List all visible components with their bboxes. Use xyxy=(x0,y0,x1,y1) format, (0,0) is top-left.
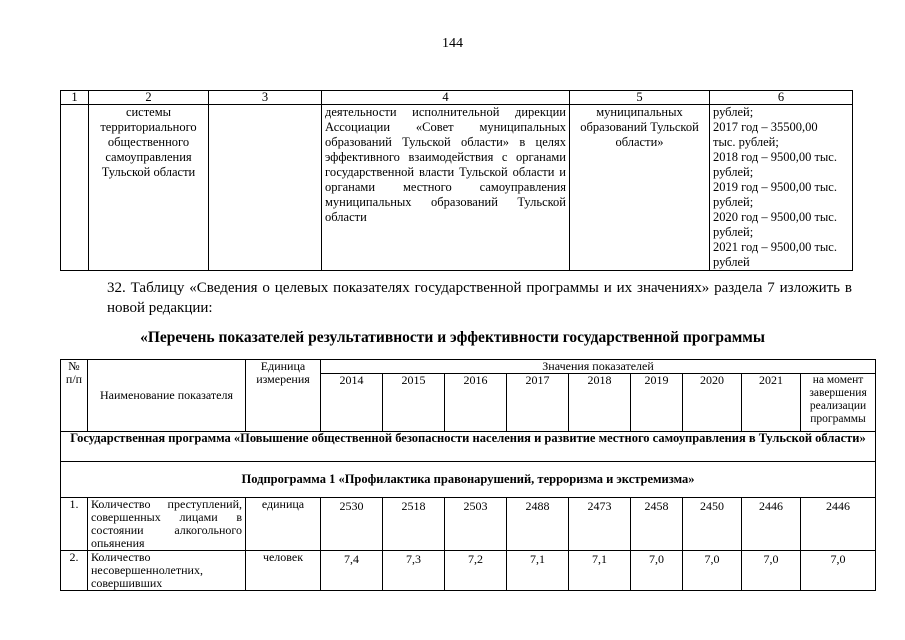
row-number-cell xyxy=(61,105,89,271)
column-unit-header: Единица измерения xyxy=(246,360,321,432)
column-name-header: Наименование показателя xyxy=(88,360,246,432)
continued-table xyxy=(60,90,853,271)
indicator-value: 7,0 xyxy=(683,551,742,591)
indicator-value: 7,0 xyxy=(631,551,683,591)
page-number: 144 xyxy=(442,36,463,51)
indicator-value: 2446 xyxy=(801,498,876,551)
indicator-unit: человек xyxy=(246,551,321,591)
subprogram-title: Подпрограмма 1 «Профилактика правонарушений, терроризма и экстремизма» xyxy=(61,462,876,498)
year-header: 2019 xyxy=(631,374,683,432)
indicator-unit: единица xyxy=(246,498,321,551)
year-header: 2015 xyxy=(383,374,445,432)
indicator-value: 7,1 xyxy=(569,551,631,591)
row-number: 2. xyxy=(61,551,88,591)
table-heading: «Перечень показателей результативности и эффективности государственной программы xyxy=(140,329,765,346)
column-number: 4 xyxy=(322,91,570,105)
indicator-value: 7,1 xyxy=(507,551,569,591)
indicators-table xyxy=(60,359,876,591)
table-header-row xyxy=(61,360,876,374)
year-header: 2017 xyxy=(507,374,569,432)
column-number: 3 xyxy=(209,91,322,105)
column-number: 6 xyxy=(710,91,853,105)
indicator-value: 2473 xyxy=(569,498,631,551)
indicator-value: 7,2 xyxy=(445,551,507,591)
year-header: 2014 xyxy=(321,374,383,432)
final-value-header: на момент завершения реализации программы xyxy=(801,374,876,432)
year-header: 2020 xyxy=(683,374,742,432)
empty-cell xyxy=(209,105,322,271)
column-no-header: № п/п xyxy=(61,360,88,432)
indicator-value: 7,3 xyxy=(383,551,445,591)
indicator-value: 2488 xyxy=(507,498,569,551)
indicator-value: 7,0 xyxy=(801,551,876,591)
indicator-name: Количество несовершеннолетних, совершивших xyxy=(88,551,246,591)
program-title-row xyxy=(61,432,876,462)
indicator-name: Количество преступлений, совершенных лицами в состоянии алкогольного опьянения xyxy=(88,498,246,551)
values-header: Значения показателей xyxy=(321,360,876,374)
indicator-value: 2503 xyxy=(445,498,507,551)
executor-cell: муниципальных образований Тульской области» xyxy=(570,105,710,271)
indicator-value: 2518 xyxy=(383,498,445,551)
year-header: 2021 xyxy=(742,374,801,432)
organization-cell: системы территориального общественного самоуправления Тульской области xyxy=(89,105,209,271)
indicator-value: 7,4 xyxy=(321,551,383,591)
indicator-value: 2450 xyxy=(683,498,742,551)
funding-cell: рублей; 2017 год – 35500,00 тыс. рублей; 2018 год – 9500,00 тыс. рублей; 2019 год – 9500,00 тыс. рублей; 2020 год – 9500,00 тыс. рублей; 2021 год – 9500,00 тыс. рублей xyxy=(710,105,853,271)
activity-description-cell: деятельности исполнительной дирекции Ассоциации «Совет муниципальных образований Тульской области» в целях эффективного взаимодействия с органами государственной власти Тульской области и органами местного самоуправления муниципальных образований Тульской области xyxy=(322,105,570,271)
row-number: 1. xyxy=(61,498,88,551)
column-number: 2 xyxy=(89,91,209,105)
amendment-paragraph: 32. Таблицу «Сведения о целевых показателях государственной программы и их значениях» раздела 7 изложить в новой редакции: xyxy=(107,280,852,316)
table-row xyxy=(61,498,876,551)
year-header: 2018 xyxy=(569,374,631,432)
table-header-row xyxy=(61,91,853,105)
year-header: 2016 xyxy=(445,374,507,432)
subprogram-title-row xyxy=(61,462,876,498)
indicator-value: 2458 xyxy=(631,498,683,551)
table-row xyxy=(61,551,876,591)
program-title: Государственная программа «Повышение общественной безопасности населения и развитие местного самоуправления в Тульской области» xyxy=(61,432,876,462)
column-number: 1 xyxy=(61,91,89,105)
indicator-value: 2530 xyxy=(321,498,383,551)
table-row xyxy=(61,105,853,271)
column-number: 5 xyxy=(570,91,710,105)
indicator-value: 7,0 xyxy=(742,551,801,591)
indicator-value: 2446 xyxy=(742,498,801,551)
